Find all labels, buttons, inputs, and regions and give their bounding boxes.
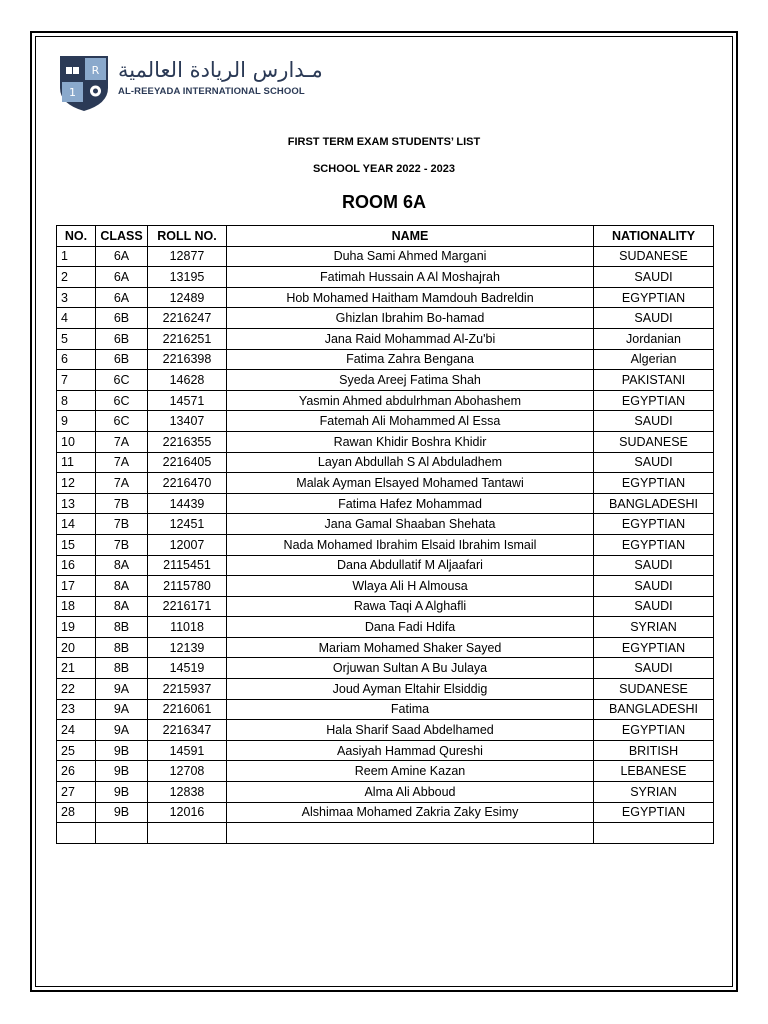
students-table (56, 225, 714, 844)
cell-nationality: Jordanian (594, 328, 714, 349)
cell-nationality: EGYPTIAN (594, 473, 714, 494)
cell-name: Dana Fadi Hdifa (227, 617, 594, 638)
cell-roll-no: 14571 (148, 390, 227, 411)
cell-class: 7A (96, 452, 148, 473)
cell-nationality: SUDANESE (594, 431, 714, 452)
cell-roll-no: 13407 (148, 411, 227, 432)
table-row (57, 370, 714, 391)
cell-name: Fatima (227, 699, 594, 720)
room-heading: ROOM 6A (341, 192, 426, 212)
cell-no: 19 (57, 617, 96, 638)
header-roll-no: ROLL NO. (148, 226, 227, 247)
cell-nationality (594, 823, 714, 844)
table-row (57, 740, 714, 761)
table-row (57, 596, 714, 617)
cell-roll-no: 12139 (148, 637, 227, 658)
cell-name: Fatimah Hussain A Al Moshajrah (227, 267, 594, 288)
cell-nationality: BANGLADESHI (594, 699, 714, 720)
table-row (57, 699, 714, 720)
school-logo-icon (58, 54, 110, 117)
cell-no: 9 (57, 411, 96, 432)
cell-name: Dana Abdullatif M Aljaafari (227, 555, 594, 576)
cell-roll-no: 12451 (148, 514, 227, 535)
cell-class: 6A (96, 246, 148, 267)
cell-no: 6 (57, 349, 96, 370)
cell-class: 6A (96, 287, 148, 308)
cell-class: 7A (96, 473, 148, 494)
cell-nationality: SYRIAN (594, 617, 714, 638)
cell-no: 14 (57, 514, 96, 535)
table-row (57, 349, 714, 370)
cell-no: 26 (57, 761, 96, 782)
cell-class: 7B (96, 534, 148, 555)
table-row (57, 431, 714, 452)
table-row (57, 802, 714, 823)
cell-no: 22 (57, 679, 96, 700)
cell-class: 7A (96, 431, 148, 452)
cell-name: Hob Mohamed Haitham Mamdouh Badreldin (227, 287, 594, 308)
cell-name: Joud Ayman Eltahir Elsiddig (227, 679, 594, 700)
cell-roll-no: 2115451 (148, 555, 227, 576)
cell-name: Mariam Mohamed Shaker Sayed (227, 637, 594, 658)
cell-class: 6C (96, 390, 148, 411)
cell-no: 5 (57, 328, 96, 349)
cell-class: 6B (96, 349, 148, 370)
table-row (57, 308, 714, 329)
cell-nationality: Algerian (594, 349, 714, 370)
document-title: FIRST TERM EXAM STUDENTS’ LIST (287, 136, 481, 148)
table-row (57, 617, 714, 638)
cell-class: 6B (96, 328, 148, 349)
table-row (57, 287, 714, 308)
cell-no: 13 (57, 493, 96, 514)
cell-roll-no: 2215937 (148, 679, 227, 700)
cell-roll-no: 14591 (148, 740, 227, 761)
cell-class: 9A (96, 720, 148, 741)
cell-name: Malak Ayman Elsayed Mohamed Tantawi (227, 473, 594, 494)
cell-class: 8B (96, 617, 148, 638)
cell-no: 28 (57, 802, 96, 823)
cell-class: 9A (96, 679, 148, 700)
cell-class (96, 823, 148, 844)
cell-name: Fatemah Ali Mohammed Al Essa (227, 411, 594, 432)
table-row (57, 328, 714, 349)
cell-name: Yasmin Ahmed abdulrhman Abohashem (227, 390, 594, 411)
cell-no: 12 (57, 473, 96, 494)
cell-name (227, 823, 594, 844)
cell-nationality: SUDANESE (594, 246, 714, 267)
cell-nationality: EGYPTIAN (594, 534, 714, 555)
svg-text:1: 1 (69, 86, 76, 99)
cell-roll-no: 14519 (148, 658, 227, 679)
cell-no: 23 (57, 699, 96, 720)
cell-no: 4 (57, 308, 96, 329)
table-row (57, 555, 714, 576)
cell-roll-no: 2216171 (148, 596, 227, 617)
cell-roll-no: 12489 (148, 287, 227, 308)
cell-name: Wlaya Ali H Almousa (227, 576, 594, 597)
cell-roll-no: 2216061 (148, 699, 227, 720)
cell-roll-no: 2216405 (148, 452, 227, 473)
table-row (57, 679, 714, 700)
table-row (57, 658, 714, 679)
cell-nationality: EGYPTIAN (594, 802, 714, 823)
table-row (57, 823, 714, 844)
table-row (57, 514, 714, 535)
cell-class: 6C (96, 370, 148, 391)
cell-name: Reem Amine Kazan (227, 761, 594, 782)
cell-roll-no: 13195 (148, 267, 227, 288)
cell-class: 7B (96, 493, 148, 514)
cell-no: 8 (57, 390, 96, 411)
cell-nationality: SAUDI (594, 411, 714, 432)
table-row (57, 782, 714, 803)
table-row (57, 576, 714, 597)
cell-nationality: EGYPTIAN (594, 287, 714, 308)
cell-nationality: SAUDI (594, 576, 714, 597)
cell-no: 24 (57, 720, 96, 741)
cell-class: 9B (96, 782, 148, 803)
cell-roll-no: 12838 (148, 782, 227, 803)
header-nationality: NATIONALITY (594, 226, 714, 247)
cell-class: 6C (96, 411, 148, 432)
cell-nationality: EGYPTIAN (594, 390, 714, 411)
cell-no: 1 (57, 246, 96, 267)
cell-nationality: SAUDI (594, 596, 714, 617)
table-row (57, 637, 714, 658)
table-row (57, 473, 714, 494)
cell-name: Jana Raid Mohammad Al-Zu'bi (227, 328, 594, 349)
cell-class: 6A (96, 267, 148, 288)
cell-nationality: PAKISTANI (594, 370, 714, 391)
cell-class: 7B (96, 514, 148, 535)
cell-no: 7 (57, 370, 96, 391)
table-row (57, 267, 714, 288)
cell-no: 16 (57, 555, 96, 576)
cell-nationality: BANGLADESHI (594, 493, 714, 514)
cell-no: 11 (57, 452, 96, 473)
cell-class: 8A (96, 596, 148, 617)
table-row (57, 246, 714, 267)
table-row (57, 534, 714, 555)
cell-nationality: SYRIAN (594, 782, 714, 803)
cell-name: Fatima Zahra Bengana (227, 349, 594, 370)
cell-nationality: SAUDI (594, 267, 714, 288)
table-header-row (57, 226, 714, 247)
header-no: NO. (57, 226, 96, 247)
cell-class: 9A (96, 699, 148, 720)
cell-class: 6B (96, 308, 148, 329)
cell-class: 8A (96, 555, 148, 576)
cell-roll-no: 11018 (148, 617, 227, 638)
cell-name: Layan Abdullah S Al Abduladhem (227, 452, 594, 473)
cell-name: Hala Sharif Saad Abdelhamed (227, 720, 594, 741)
cell-no: 20 (57, 637, 96, 658)
table-row (57, 720, 714, 741)
cell-nationality: SAUDI (594, 555, 714, 576)
svg-text:R: R (91, 64, 100, 77)
cell-name: Rawa Taqi A Alghafli (227, 596, 594, 617)
cell-no: 10 (57, 431, 96, 452)
cell-name: Ghizlan Ibrahim Bo-hamad (227, 308, 594, 329)
cell-nationality: SAUDI (594, 308, 714, 329)
cell-roll-no: 12007 (148, 534, 227, 555)
table-row (57, 761, 714, 782)
cell-no: 25 (57, 740, 96, 761)
table-row (57, 493, 714, 514)
cell-name: Jana Gamal Shaaban Shehata (227, 514, 594, 535)
cell-class: 8B (96, 637, 148, 658)
cell-roll-no: 2216347 (148, 720, 227, 741)
cell-nationality: SAUDI (594, 658, 714, 679)
cell-no: 27 (57, 782, 96, 803)
cell-roll-no: 12708 (148, 761, 227, 782)
cell-name: Alma Ali Abboud (227, 782, 594, 803)
cell-roll-no: 2216355 (148, 431, 227, 452)
cell-roll-no (148, 823, 227, 844)
cell-nationality: SAUDI (594, 452, 714, 473)
cell-nationality: SUDANESE (594, 679, 714, 700)
cell-no: 17 (57, 576, 96, 597)
header-name: NAME (227, 226, 594, 247)
cell-nationality: BRITISH (594, 740, 714, 761)
cell-no: 3 (57, 287, 96, 308)
table-row (57, 411, 714, 432)
cell-no (57, 823, 96, 844)
cell-no: 2 (57, 267, 96, 288)
cell-class: 8A (96, 576, 148, 597)
cell-class: 8B (96, 658, 148, 679)
cell-no: 18 (57, 596, 96, 617)
cell-name: Rawan Khidir Boshra Khidir (227, 431, 594, 452)
cell-name: Nada Mohamed Ibrahim Elsaid Ibrahim Ismail (227, 534, 594, 555)
cell-roll-no: 2216470 (148, 473, 227, 494)
cell-roll-no: 2216398 (148, 349, 227, 370)
cell-roll-no: 2216247 (148, 308, 227, 329)
cell-class: 9B (96, 761, 148, 782)
cell-roll-no: 2115780 (148, 576, 227, 597)
table-row (57, 390, 714, 411)
cell-no: 15 (57, 534, 96, 555)
cell-nationality: LEBANESE (594, 761, 714, 782)
header-class: CLASS (96, 226, 148, 247)
cell-nationality: EGYPTIAN (594, 720, 714, 741)
cell-name: Duha Sami Ahmed Margani (227, 246, 594, 267)
table-row (57, 452, 714, 473)
school-year: SCHOOL YEAR 2022 - 2023 (312, 163, 456, 175)
cell-class: 9B (96, 802, 148, 823)
cell-name: Syeda Areej Fatima Shah (227, 370, 594, 391)
cell-roll-no: 12016 (148, 802, 227, 823)
cell-roll-no: 12877 (148, 246, 227, 267)
cell-no: 21 (57, 658, 96, 679)
school-name-english: AL-REEYADA INTERNATIONAL SCHOOL (118, 86, 305, 97)
cell-roll-no: 14628 (148, 370, 227, 391)
school-name-arabic: مـدارس الريادة العالمية (118, 58, 323, 82)
cell-roll-no: 14439 (148, 493, 227, 514)
cell-name: Aasiyah Hammad Qureshi (227, 740, 594, 761)
cell-class: 9B (96, 740, 148, 761)
cell-nationality: EGYPTIAN (594, 514, 714, 535)
cell-roll-no: 2216251 (148, 328, 227, 349)
cell-name: Fatima Hafez Mohammad (227, 493, 594, 514)
cell-nationality: EGYPTIAN (594, 637, 714, 658)
cell-name: Orjuwan Sultan A Bu Julaya (227, 658, 594, 679)
cell-name: Alshimaa Mohamed Zakria Zaky Esimy (227, 802, 594, 823)
